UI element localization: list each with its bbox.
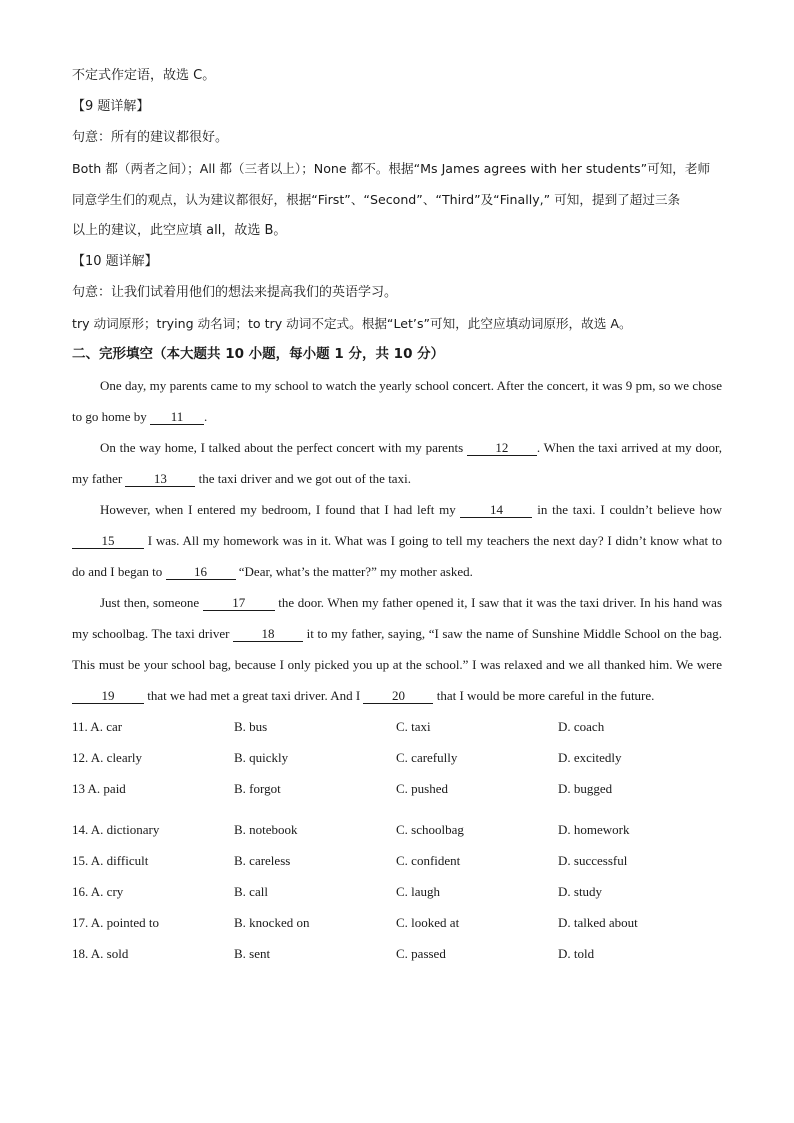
option-b: B. call xyxy=(234,884,268,899)
option-c: C. confident xyxy=(396,853,461,868)
option-b: B. sent xyxy=(234,946,271,961)
option-d: D. talked about xyxy=(558,915,638,930)
q9-line-1: Both 都（两者之间）；All 都（三者以上）；None 都不。根据“Ms James agrees with her students”可知，老师 xyxy=(72,161,711,176)
option-a: 16. A. cry xyxy=(72,884,124,899)
passage-text: “Dear, what’s the matter?” my mother asked. xyxy=(235,564,473,579)
question-row xyxy=(72,845,722,876)
option-c: C. laugh xyxy=(396,884,441,899)
section-title: 二、完形填空（本大题共 10 小题，每小题 1 分，共 10 分） xyxy=(72,346,445,362)
option-d: D. told xyxy=(558,946,595,961)
q9-line-2: 同意学生们的观点，认为建议都很好，根据“First”、“Second”、“Third”及“Finally,” 可知，提到了超过三条 xyxy=(72,192,681,207)
option-d: D. homework xyxy=(558,822,630,837)
blank-13: 13 xyxy=(125,471,195,487)
blank-15: 15 xyxy=(72,533,144,549)
option-a: 14. A. dictionary xyxy=(72,822,160,837)
option-b: B. careless xyxy=(234,853,291,868)
option-c: C. passed xyxy=(396,946,446,961)
passage-text: Just then, someone xyxy=(100,595,203,610)
option-b: B. knocked on xyxy=(234,915,310,930)
passage-paragraph-2 xyxy=(72,432,722,494)
option-d: D. bugged xyxy=(558,781,613,796)
passage-text: that I would be more careful in the future. xyxy=(433,688,655,703)
passage-paragraph-3 xyxy=(72,494,722,587)
option-a: 12. A. clearly xyxy=(72,750,143,765)
passage-text: . xyxy=(204,409,208,424)
option-d: D. successful xyxy=(558,853,628,868)
passage-paragraph-4 xyxy=(72,587,722,711)
passage-text: the door. When my father opened it, I saw that it was the taxi driver. In his hand was my schoolbag. The taxi driver xyxy=(72,595,722,641)
q10-meaning: 句意：让我们试着用他们的想法来提高我们的英语学习。 xyxy=(72,285,398,300)
question-row xyxy=(72,876,722,907)
document-page xyxy=(72,60,722,969)
passage-text: it to my father, saying, “I saw the name of Sunshine Middle School on the bag. This must be your school bag, because I only picked you up at the school.” I was relaxed and we all thanked him. We were xyxy=(72,626,722,672)
blank-19: 19 xyxy=(72,688,144,704)
q10-header: 【10 题详解】 xyxy=(72,254,158,269)
passage-text: I was. All my homework was in it. What was I going to tell my teachers the next day? I didn’t know what to do and I began to xyxy=(72,533,722,579)
passage-paragraph-1 xyxy=(72,370,722,432)
question-row xyxy=(72,907,722,938)
blank-20: 20 xyxy=(363,688,433,704)
option-c: C. carefully xyxy=(396,750,458,765)
option-b: B. forgot xyxy=(234,781,281,796)
option-c: C. taxi xyxy=(396,719,431,734)
q9-header: 【9 题详解】 xyxy=(72,99,150,114)
explanation-intro-tail: 不定式作定语，故选 C。 xyxy=(72,68,216,83)
q10-line-1: try 动词原形；trying 动名词；to try 动词不定式。根据“Let’s”可知，此空应填动词原形，故选 A。 xyxy=(72,316,632,331)
option-a: 18. A. sold xyxy=(72,946,129,961)
blank-12: 12 xyxy=(467,440,537,456)
blank-11: 11 xyxy=(150,409,204,425)
option-c: C. schoolbag xyxy=(396,822,464,837)
question-row xyxy=(72,773,722,804)
passage-text: that we had met a great taxi driver. And I xyxy=(144,688,364,703)
passage-text: the taxi driver and we got out of the taxi. xyxy=(195,471,411,486)
option-a: 13 A. paid xyxy=(72,781,126,796)
option-b: B. bus xyxy=(234,719,268,734)
option-d: D. study xyxy=(558,884,603,899)
option-a: 17. A. pointed to xyxy=(72,915,160,930)
passage-text: On the way home, I talked about the perfect concert with my parents xyxy=(100,440,467,455)
blank-16: 16 xyxy=(166,564,236,580)
q9-meaning: 句意：所有的建议都很好。 xyxy=(72,130,229,145)
q9-line-3: 以上的建议，此空应填 all，故选 B。 xyxy=(72,223,287,238)
option-c: C. pushed xyxy=(396,781,448,796)
option-b: B. notebook xyxy=(234,822,298,837)
option-d: D. excitedly xyxy=(558,750,622,765)
passage-text: . When the taxi arrived at my door, my father xyxy=(72,440,722,486)
question-row xyxy=(72,711,722,742)
blank-14: 14 xyxy=(460,502,532,518)
blank-18: 18 xyxy=(233,626,303,642)
passage-text: However, when I entered my bedroom, I found that I had left my xyxy=(100,502,461,517)
option-b: B. quickly xyxy=(234,750,289,765)
question-row xyxy=(72,814,722,845)
passage-text: in the taxi. I couldn’t believe how xyxy=(532,502,723,517)
option-d: D. coach xyxy=(558,719,605,734)
option-a: 11. A. car xyxy=(72,719,123,734)
blank-17: 17 xyxy=(203,595,275,611)
option-c: C. looked at xyxy=(396,915,460,930)
question-row xyxy=(72,742,722,773)
option-a: 15. A. difficult xyxy=(72,853,149,868)
passage-text: One day, my parents came to my school to watch the yearly school concert. After the concert, it was 9 pm, so we chose to go home by xyxy=(72,378,722,424)
answer-options xyxy=(72,711,722,969)
question-row xyxy=(72,938,722,969)
